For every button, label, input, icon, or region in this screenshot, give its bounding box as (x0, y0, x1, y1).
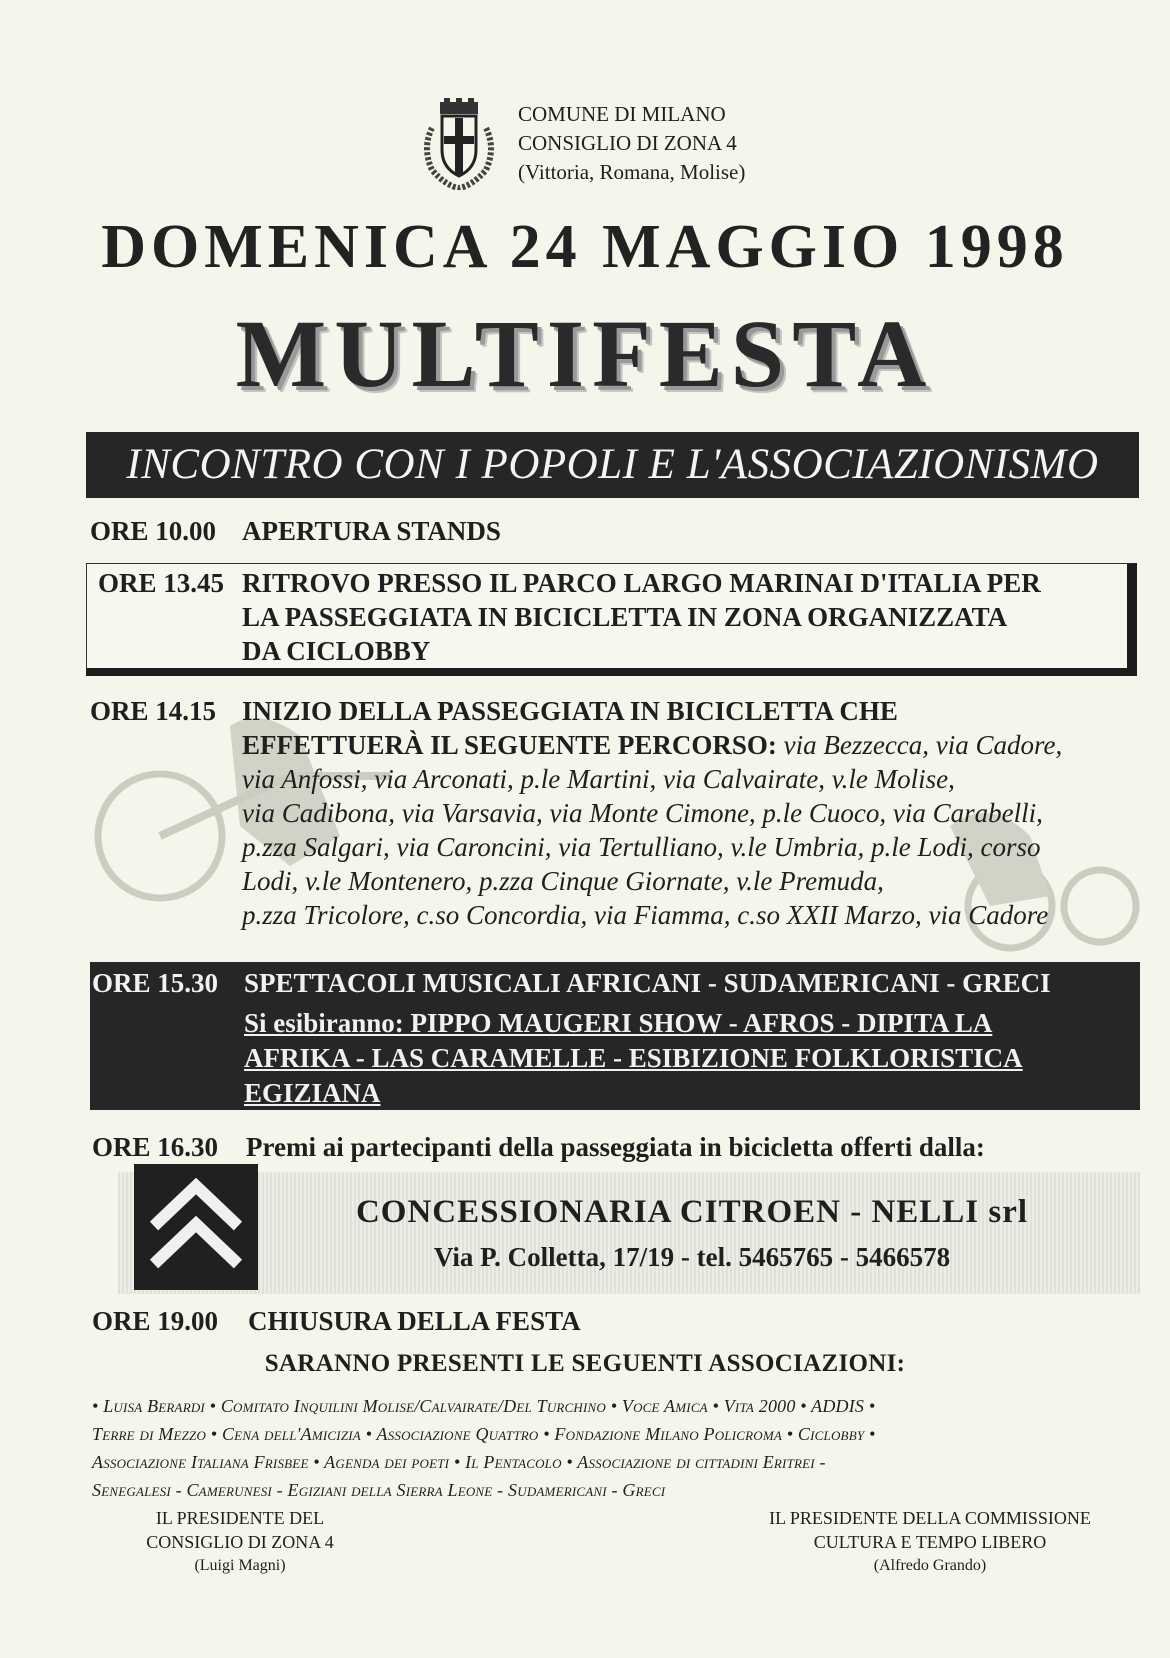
schedule-row-1000 (90, 514, 501, 548)
associations-list (92, 1392, 1142, 1504)
performers-line: AFRIKA - LAS CARAMELLE - ESIBIZIONE FOLKLORISTICA (244, 1043, 1023, 1073)
route-streets: via Cadibona, via Varsavia, via Monte Cimone, p.le Cuoco, via Carabelli, (242, 798, 1043, 828)
schedule-text: APERTURA STANDS (242, 516, 501, 546)
schedule-time: ORE 19.00 (92, 1306, 219, 1336)
route-streets: p.zza Salgari, via Caroncini, via Tertulliano, v.le Umbria, p.le Lodi, corso (242, 832, 1041, 862)
schedule-text-line: DA CICLOBBY (242, 636, 431, 666)
issuer-line: (Vittoria, Romana, Molise) (518, 160, 746, 184)
schedule-text: CHIUSURA DELLA FESTA (248, 1306, 581, 1336)
associations-heading: SARANNO PRESENTI LE SEGUENTI ASSOCIAZIONI: (264, 1350, 906, 1377)
performers-line: EGIZIANA (244, 1078, 381, 1108)
event-date: DOMENICA 24 MAGGIO 1998 (101, 213, 1069, 281)
sponsor-panel (118, 1172, 1140, 1294)
signature-name: (Luigi Magni) (194, 1557, 286, 1574)
citroen-logo-icon (134, 1164, 258, 1290)
issuer-line: COMUNE DI MILANO (518, 102, 726, 126)
signature-left (110, 1506, 370, 1578)
associations-line: • Luisa Berardi • Comitato Inquilini Molise/Calvairate/Del Turchino • Voce Amica • Vita 2000 • ADDIS • (92, 1396, 876, 1416)
route-description (242, 694, 1142, 932)
event-subtitle-banner: INCONTRO CON I POPOLI E L'ASSOCIAZIONISMO (86, 432, 1139, 498)
associations-line: Terre di Mezzo • Cena dell'Amicizia • Associazione Quattro • Fondazione Milano Policroma • Ciclobby • (92, 1424, 876, 1444)
performers-line: Si esibiranno: PIPPO MAUGERI SHOW - AFROS - DIPITA LA (244, 1008, 993, 1038)
signature-title: IL PRESIDENTE DEL (155, 1508, 325, 1528)
route-lead: EFFETTUERÀ IL SEGUENTE PERCORSO: (242, 730, 777, 760)
signature-title: CONSIGLIO DI ZONA 4 (146, 1532, 334, 1552)
route-lead: INIZIO DELLA PASSEGGIATA IN BICICLETTA CHE (242, 696, 898, 726)
schedule-text: SPETTACOLI MUSICALI AFRICANI - SUDAMERICANI - GRECI (244, 968, 1051, 998)
route-streets: p.zza Tricolore, c.so Concordia, via Fiamma, c.so XXII Marzo, via Cadore (242, 900, 1049, 930)
city-crest-icon (418, 98, 500, 190)
route-streets: via Anfossi, via Arconati, p.le Martini, via Calvairate, v.le Molise, (242, 764, 955, 794)
associations-line: Senegalesi - Camerunesi - Egiziani della Sierra Leone - Sudamericani - Greci (92, 1480, 666, 1500)
sponsor-name: CONCESSIONARIA CITROEN - NELLI srl (355, 1194, 1029, 1230)
schedule-text-1345 (242, 566, 1122, 668)
issuer-line: CONSIGLIO DI ZONA 4 (518, 131, 737, 155)
signature-right (740, 1506, 1120, 1578)
associations-line: Associazione Italiana Frisbee • Agenda dei poeti • Il Pentacolo • Associazione di cittadini Eritrei - (92, 1452, 826, 1472)
signature-name: (Alfredo Grando) (873, 1557, 987, 1574)
schedule-time: ORE 14.15 (90, 696, 217, 726)
schedule-time: ORE 10.00 (90, 516, 217, 546)
signature-title: CULTURA E TEMPO LIBERO (813, 1532, 1047, 1552)
schedule-text-line: RITROVO PRESSO IL PARCO LARGO MARINAI D'ITALIA PER (242, 568, 1041, 598)
schedule-text-line: LA PASSEGGIATA IN BICICLETTA IN ZONA ORGANIZZATA (242, 602, 1008, 632)
route-streets: via Bezzecca, via Cadore, (783, 730, 1063, 760)
schedule-time: ORE 16.30 (92, 1132, 219, 1162)
schedule-text: Premi ai partecipanti della passeggiata in bicicletta offerti dalla: (246, 1132, 985, 1162)
sponsor-address: Via P. Colletta, 17/19 - tel. 5465765 - 5466578 (433, 1242, 951, 1272)
schedule-time: ORE 15.30 (92, 968, 219, 998)
issuer-block (518, 100, 745, 187)
event-title: MULTIFESTA (235, 300, 935, 407)
route-streets: Lodi, v.le Montenero, p.zza Cinque Giornate, v.le Premuda, (242, 866, 884, 896)
performers-list (244, 1006, 1124, 1111)
schedule-time: ORE 13.45 (98, 568, 225, 598)
signature-title: IL PRESIDENTE DELLA COMMISSIONE (769, 1508, 1091, 1528)
